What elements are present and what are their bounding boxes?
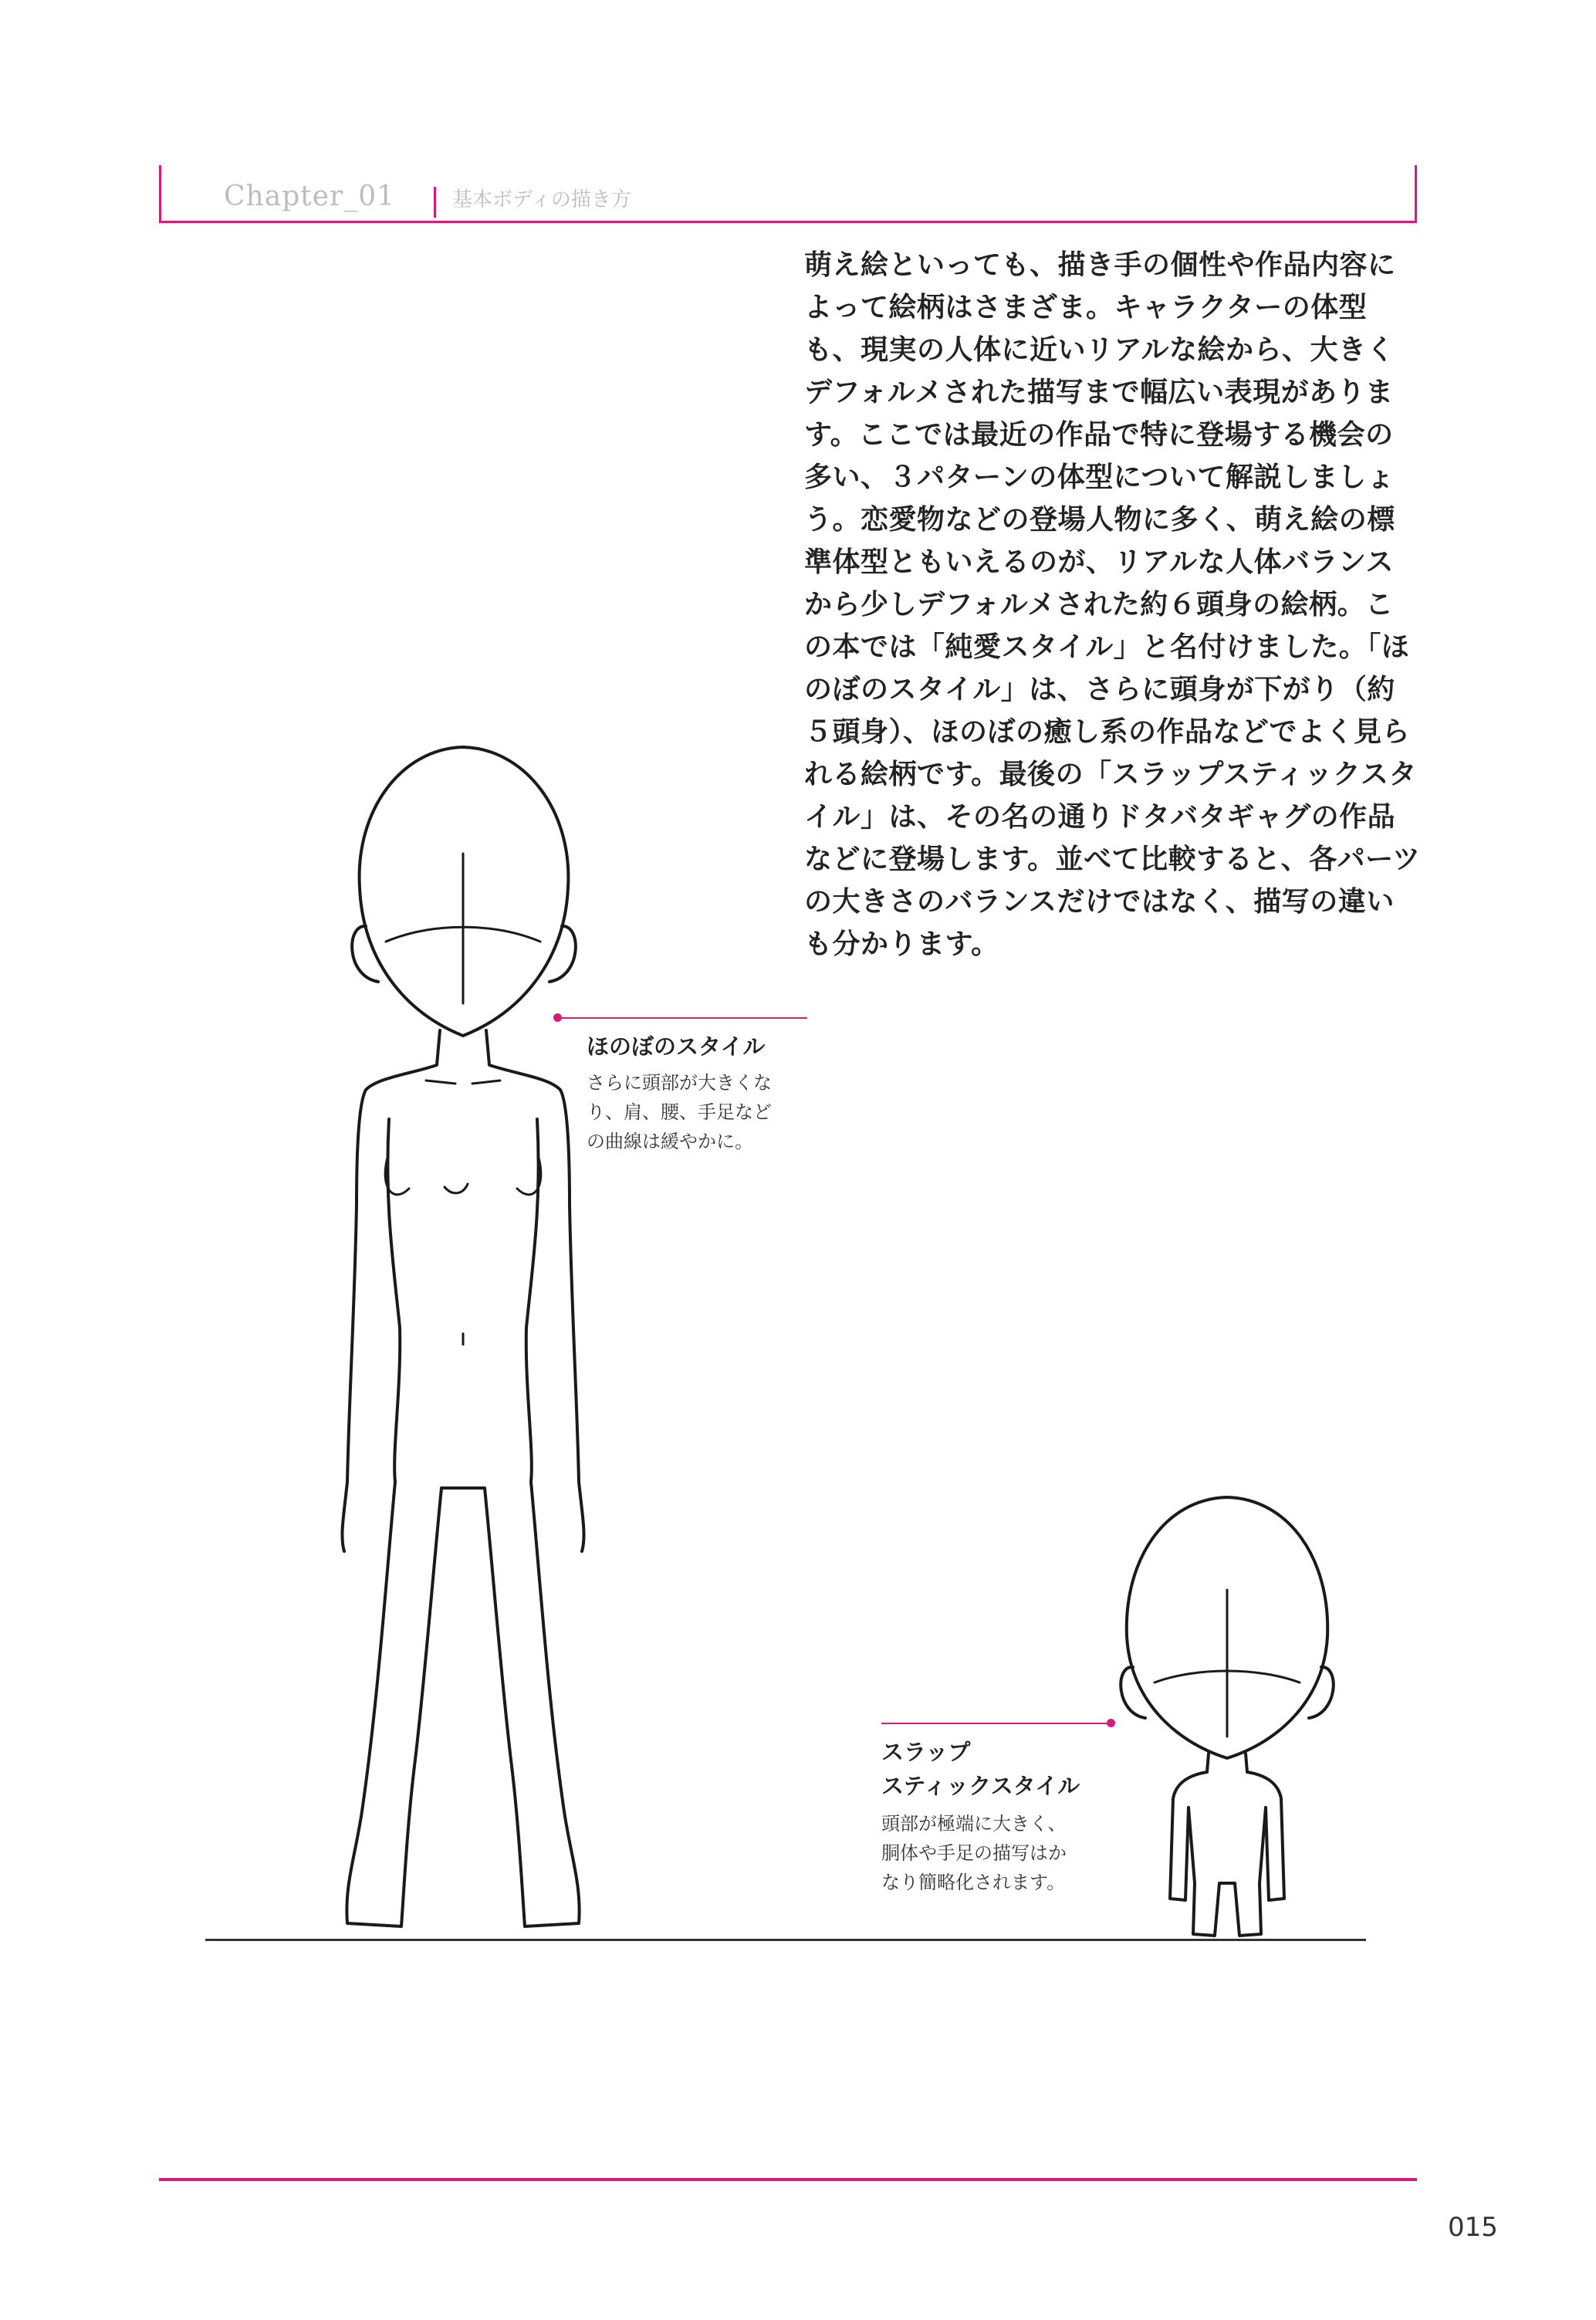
callout1-leader <box>557 1017 807 1019</box>
honobono-style-figure <box>342 747 583 1926</box>
body-paragraph: 萌え絵といっても、描き手の個性や作品内容によって絵柄はさまざま。キャラクターの体型も、現実の人体に近いリアルな絵から、大きくデフォルメされた描写まで幅広い表現があります。ここでは最近の作品で特に登場する機会の多い、３パターンの体型について解説しましょう。恋愛物などの登場人物に多く、萌え絵の標準体型ともいえるのが、リアルな人体バランスから少しデフォルメされた約６頭身の絵柄。この本では「純愛スタイル」と名付けました。「ほのぼのスタイル」は、さらに頭身が下がり（約５頭身）、ほのぼの癒し系の作品などでよく見られる絵柄です。最後の「スラップスティックスタイル」は、その名の通りドタバタギャグの作品などに登場します。並べて比較すると、各パーツの大きさのバランスだけではなく、描写の違いも分かります。 <box>804 249 1421 960</box>
slapstick-style-figure <box>1121 1497 1333 1936</box>
callout1-title: ほのぼのスタイル <box>587 1033 766 1060</box>
footer-rule <box>159 2178 1417 2181</box>
callout2-description: 頭部が極端に大きく、 胴体や手足の描写はか なり簡略化されます。 <box>881 1813 1067 1893</box>
callout2-title: スラップ スティックスタイル <box>881 1739 1080 1799</box>
callout2-leader <box>881 1723 1110 1724</box>
page-number: 015 <box>1448 2212 1498 2243</box>
chapter-label: Chapter_01 <box>224 181 396 212</box>
callout1-description: さらに頭部が大きくな り、肩、腰、手足など の曲線は緩やかに。 <box>587 1072 772 1152</box>
section-label: 基本ボディの描き方 <box>452 188 631 211</box>
ground-line <box>205 1939 1366 1941</box>
